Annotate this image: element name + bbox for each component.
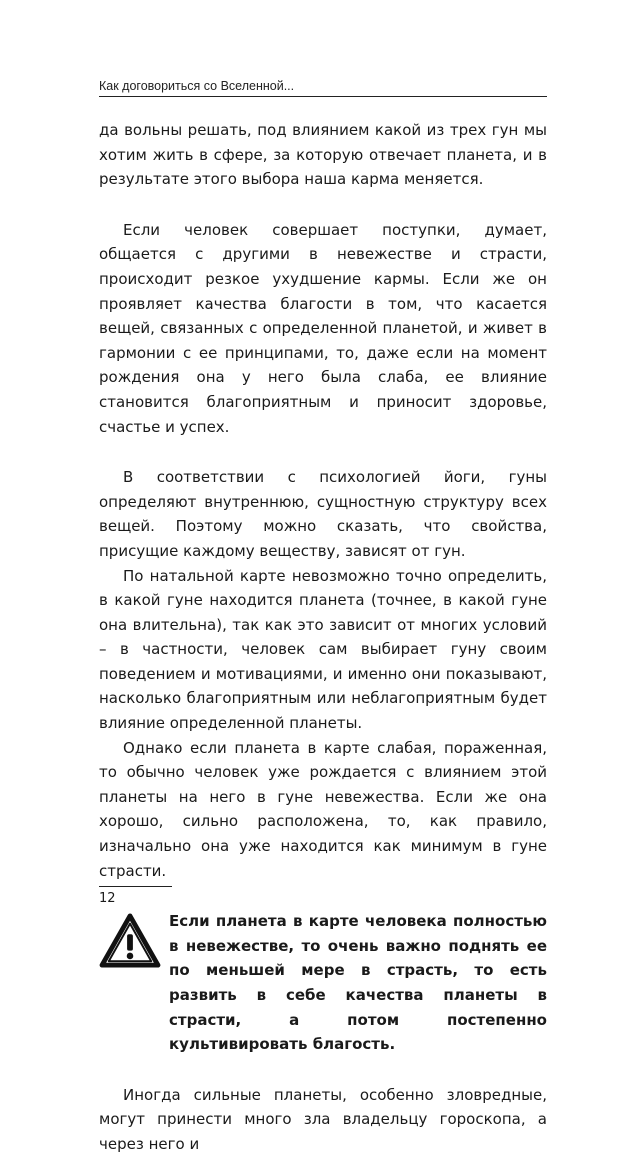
page-number: 12 <box>99 891 116 906</box>
warning-triangle-icon <box>99 913 161 969</box>
paragraph-6: Иногда сильные планеты, особенно зловредные, могут принести много зла владельцу гороскопа, а через него и <box>99 1085 547 1153</box>
paragraph-4: По натальной карте невозможно точно определить, в какой гуне находится планета (точнее, в какой гуне она влительна), так как это зависит от многих условий – в частности, человек сам выбирает гуну своим поведением и мотивациями, и именно они показывают, насколько благоприятным или неблагоприятным будет влияние определенной планеты. <box>99 566 547 733</box>
page-body <box>99 118 547 1157</box>
paragraph-5: Однако если планета в карте слабая, пораженная, то обычно человек уже рождается с влиянием этой планеты на него в гуне невежества. Если же она хорошо, сильно расположена, то, как правило, изначально она уже находится как минимум в гуне страсти. <box>99 738 547 880</box>
paragraph-2: Если человек совершает поступки, думает, общается с другими в невежестве и страсти, происходит резкое ухудшение кармы. Если же он проявляет качества благости в том, что касается вещей, связанных с определенной планетой, и живет в гармонии с ее принципами, то, даже если на момент рождения она у него была слаба, ее влияние становится благоприятным и приносит здоровье, счастье и успех. <box>99 220 547 436</box>
header-rule <box>99 96 547 97</box>
paragraph-gap <box>99 1057 547 1083</box>
paragraph-gap <box>99 192 547 218</box>
footer-rule <box>99 886 172 887</box>
paragraph-1: да вольны решать, под влиянием какой из трех гун мы хотим жить в сфере, за которую отвечает планета, и в результате этого выбора наша карма меняется. <box>99 121 547 189</box>
paragraph-gap <box>99 439 547 465</box>
paragraph-gap <box>99 883 547 909</box>
warning-callout <box>99 909 547 1057</box>
running-header-title: Как договориться со Вселенной... <box>99 79 295 93</box>
paragraph-3: В соответствии с психологией йоги, гуны определяют внутреннюю, сущностную структуру всех вещей. Поэтому можно сказать, что свойства, присущие каждому веществу, зависят от гун. <box>99 468 547 560</box>
warning-text: Если планета в карте человека полностью в невежестве, то очень важно поднять ее по меньшей мере в страсть, то есть развить в себе качества планеты в страсти, а потом постепенно культивировать благость. <box>169 912 547 1054</box>
